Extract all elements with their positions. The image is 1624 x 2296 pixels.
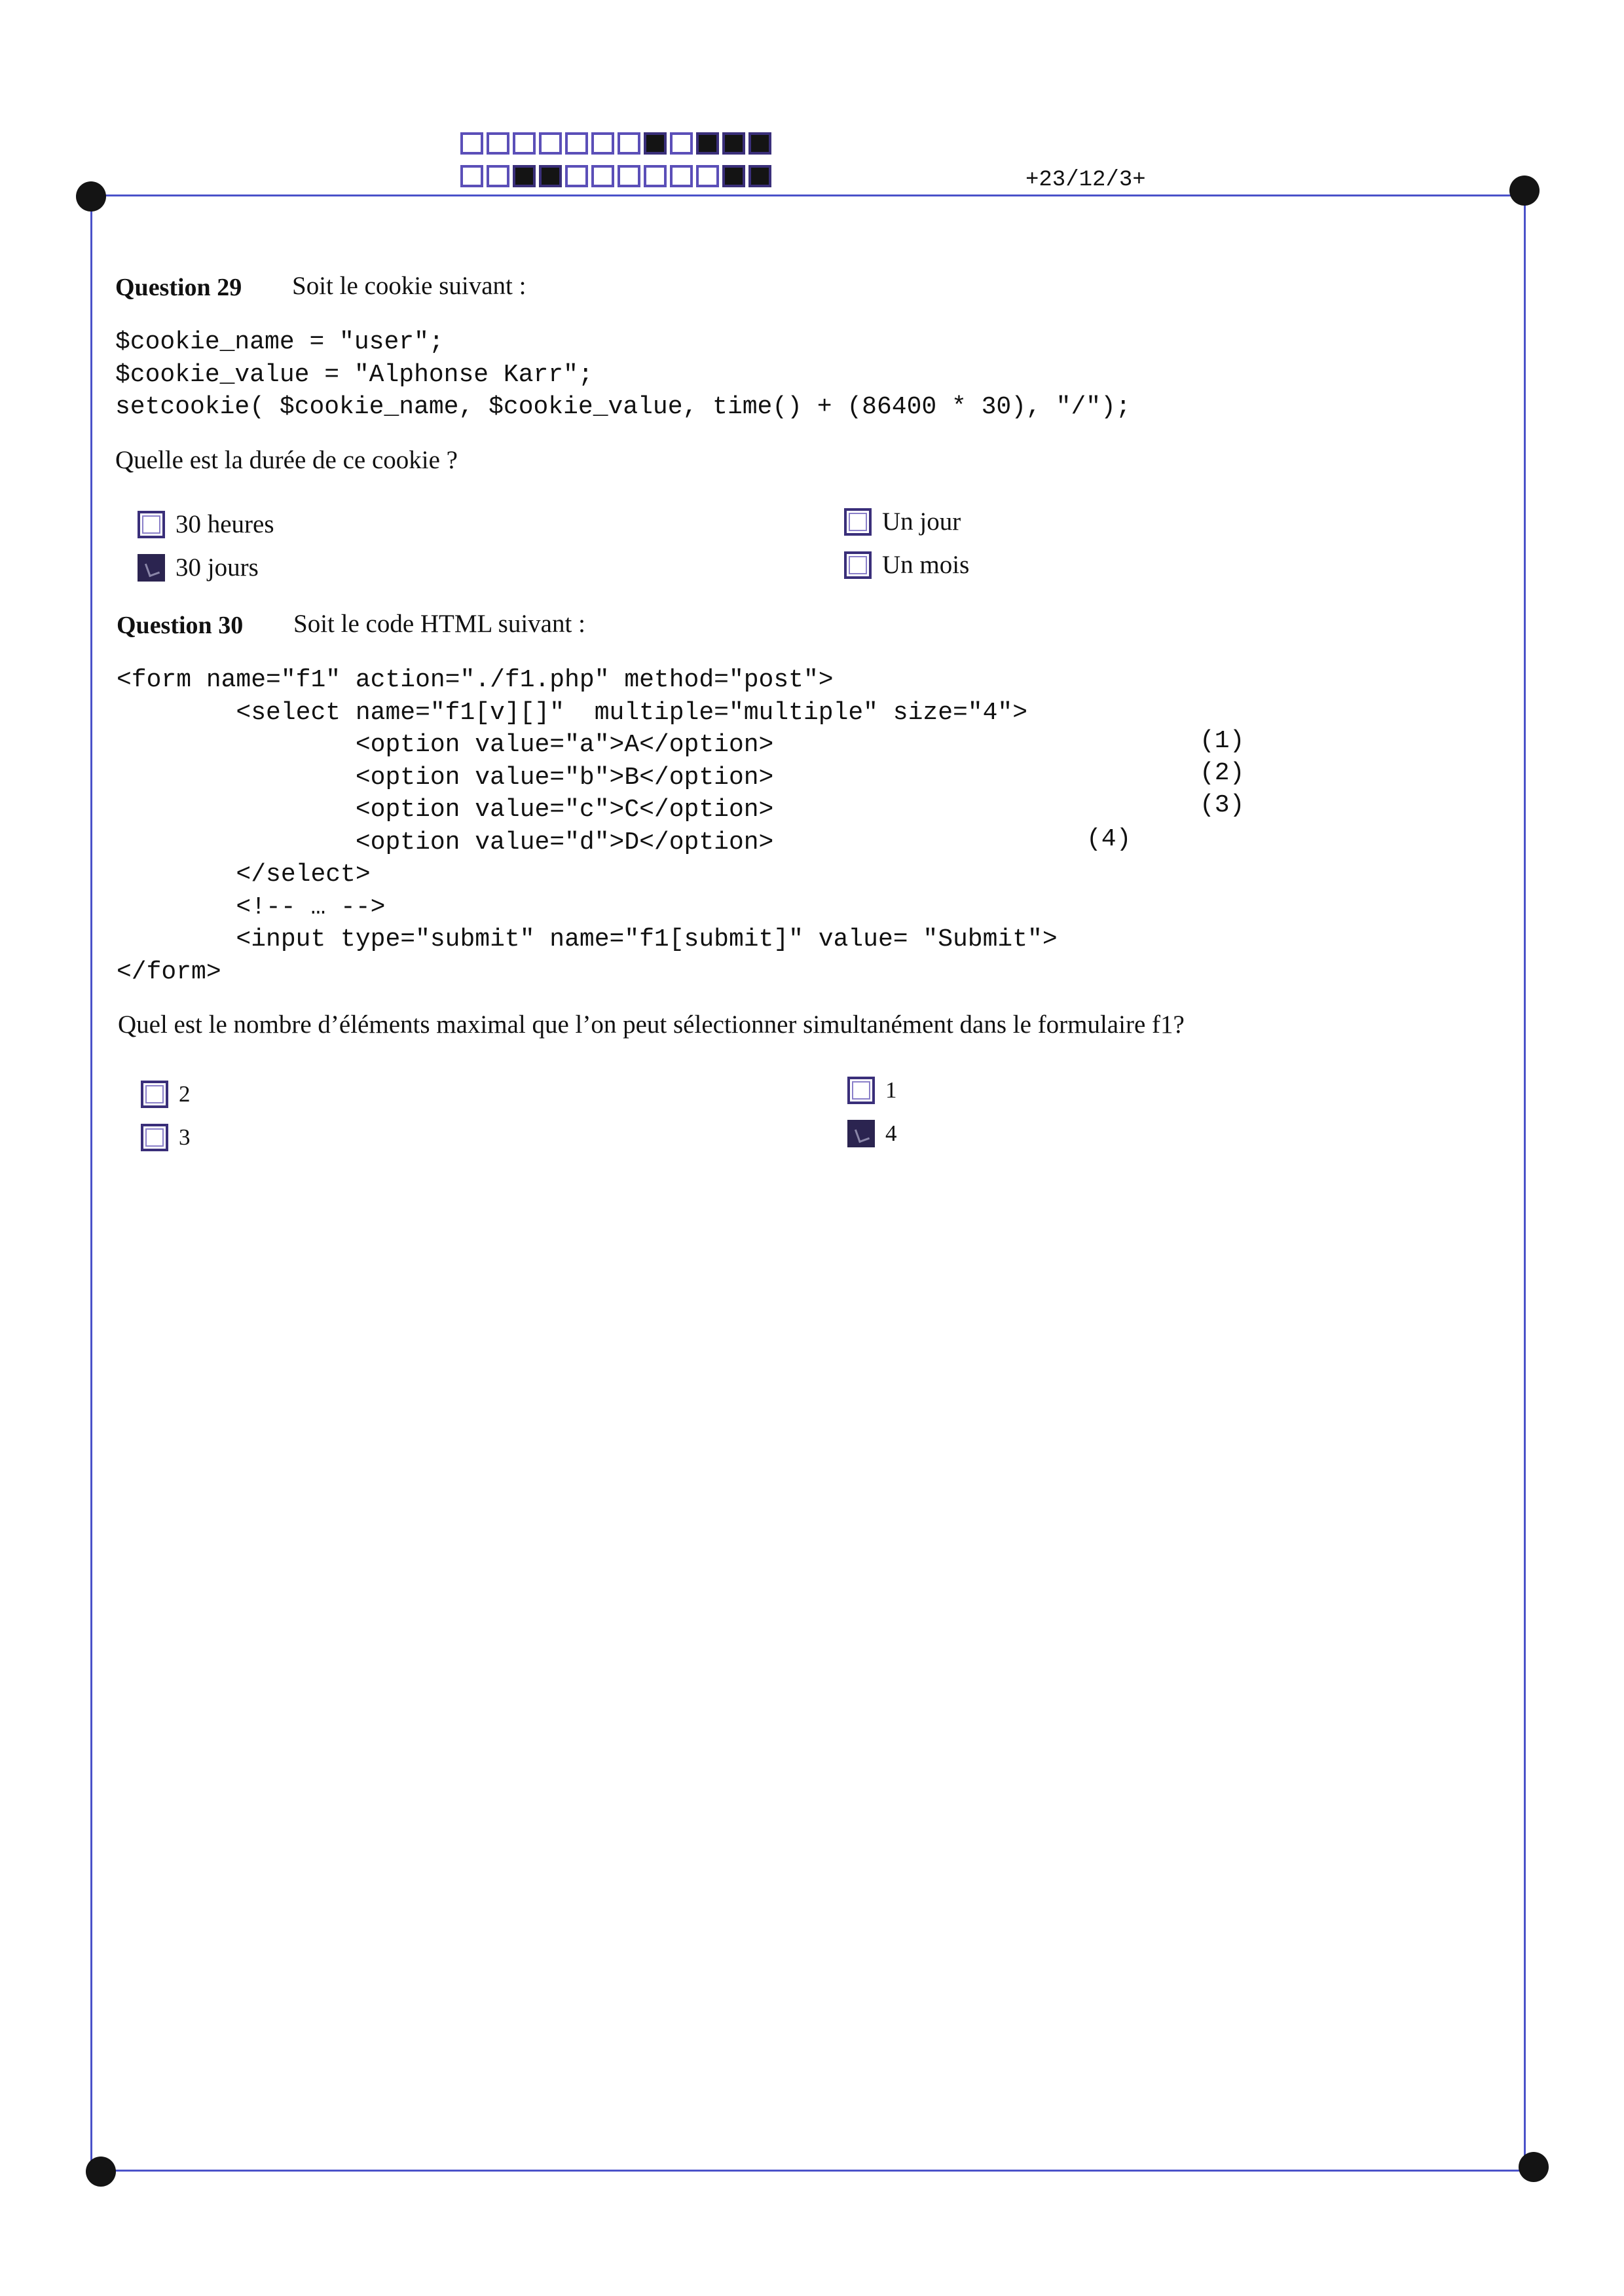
- q30-choice-3[interactable]: [141, 1124, 191, 1151]
- id-grid-cell: [748, 165, 771, 187]
- code-marker-4: (4): [1086, 825, 1132, 853]
- q29-checkbox-30-heures[interactable]: [138, 511, 165, 538]
- question-30-code: <form name="f1" action="./f1.php" method="post"> <select name="f1[v][]" multiple="multiple" size="4"> <option value="a">A</option> <option value="b">B</option> <option value="c">C</option> <option value="d">D</option> </select> <!-- … --> <input type="submit" name="f1[submit]" value= "Submit"> </form>: [117, 666, 1058, 986]
- q29-choice-un-mois[interactable]: [844, 550, 969, 580]
- q29-choice-label: Un jour: [882, 508, 961, 536]
- id-grid-cell: [513, 132, 536, 155]
- code-marker-1: (1): [1200, 727, 1245, 755]
- q29-choice-label: Un mois: [882, 551, 970, 579]
- q30-checkbox-1[interactable]: [847, 1077, 875, 1104]
- id-grid-cell: [696, 165, 719, 187]
- corner-marker-bottom-right: [1519, 2152, 1549, 2182]
- id-grid-cell: [487, 132, 509, 155]
- q29-checkbox-30-jours[interactable]: [138, 554, 165, 582]
- question-30-number: Question 30: [117, 612, 244, 639]
- student-id-grid-row-1: [460, 132, 771, 155]
- q29-choice-30-jours[interactable]: [138, 553, 259, 582]
- frame-top-border: [90, 194, 1526, 196]
- id-grid-cell: [591, 165, 614, 187]
- q29-choice-un-jour[interactable]: [844, 507, 961, 536]
- id-grid-cell: [460, 132, 483, 155]
- id-grid-cell: [644, 132, 667, 155]
- question-29-code: $cookie_name = "user"; $cookie_value = "Alphonse Karr"; setcookie( $cookie_name, $cookie_value, time() + (86400 * 30), "/");: [115, 328, 1131, 421]
- id-grid-cell: [487, 165, 509, 187]
- id-grid-cell: [591, 132, 614, 155]
- page-code: +23/12/3+: [1025, 168, 1146, 193]
- q30-checkbox-4[interactable]: [847, 1120, 875, 1147]
- id-grid-cell: [565, 132, 588, 155]
- code-marker-3: (3): [1200, 791, 1245, 819]
- code-marker-2: (2): [1200, 759, 1245, 787]
- id-grid-cell: [722, 165, 745, 187]
- q30-choice-label: 1: [885, 1077, 897, 1103]
- id-grid-cell: [722, 132, 745, 155]
- id-grid-cell: [644, 165, 667, 187]
- id-grid-cell: [748, 132, 771, 155]
- q30-choice-4[interactable]: [847, 1120, 897, 1147]
- id-grid-cell: [670, 132, 693, 155]
- id-grid-cell: [539, 132, 562, 155]
- corner-marker-bottom-left: [86, 2157, 116, 2187]
- id-grid-cell: [670, 165, 693, 187]
- frame-bottom-border: [100, 2170, 1535, 2172]
- id-grid-cell: [460, 165, 483, 187]
- corner-marker-top-left: [76, 181, 106, 212]
- q30-choice-label: 3: [179, 1124, 191, 1150]
- student-id-grid-row-2: [460, 165, 771, 187]
- q29-checkbox-un-mois[interactable]: [844, 551, 872, 579]
- corner-marker-top-right: [1509, 176, 1540, 206]
- frame-left-border: [90, 194, 92, 2172]
- id-grid-cell: [513, 165, 536, 187]
- question-29-intro: Soit le cookie suivant :: [292, 272, 526, 300]
- q30-checkbox-3[interactable]: [141, 1124, 168, 1151]
- question-29-text: Quelle est la durée de ce cookie ?: [115, 446, 458, 474]
- q29-choice-label: 30 jours: [175, 553, 259, 582]
- q30-choice-label: 4: [885, 1120, 897, 1146]
- question-29-number: Question 29: [115, 274, 242, 301]
- question-30-text: Quel est le nombre d’éléments maximal que l’on peut sélectionner simultanément dans le formulaire f1?: [118, 1010, 1185, 1039]
- id-grid-cell: [565, 165, 588, 187]
- question-30-intro: Soit le code HTML suivant :: [293, 610, 585, 638]
- q30-checkbox-2[interactable]: [141, 1081, 168, 1108]
- q29-checkbox-un-jour[interactable]: [844, 508, 872, 536]
- frame-right-border: [1524, 190, 1526, 2168]
- q29-choice-30-heures[interactable]: [138, 509, 274, 539]
- id-grid-cell: [539, 165, 562, 187]
- id-grid-cell: [618, 132, 640, 155]
- q30-choice-1[interactable]: [847, 1077, 897, 1104]
- id-grid-cell: [696, 132, 719, 155]
- q30-choice-label: 2: [179, 1081, 191, 1107]
- id-grid-cell: [618, 165, 640, 187]
- q29-choice-label: 30 heures: [175, 510, 274, 538]
- q30-choice-2[interactable]: [141, 1081, 191, 1108]
